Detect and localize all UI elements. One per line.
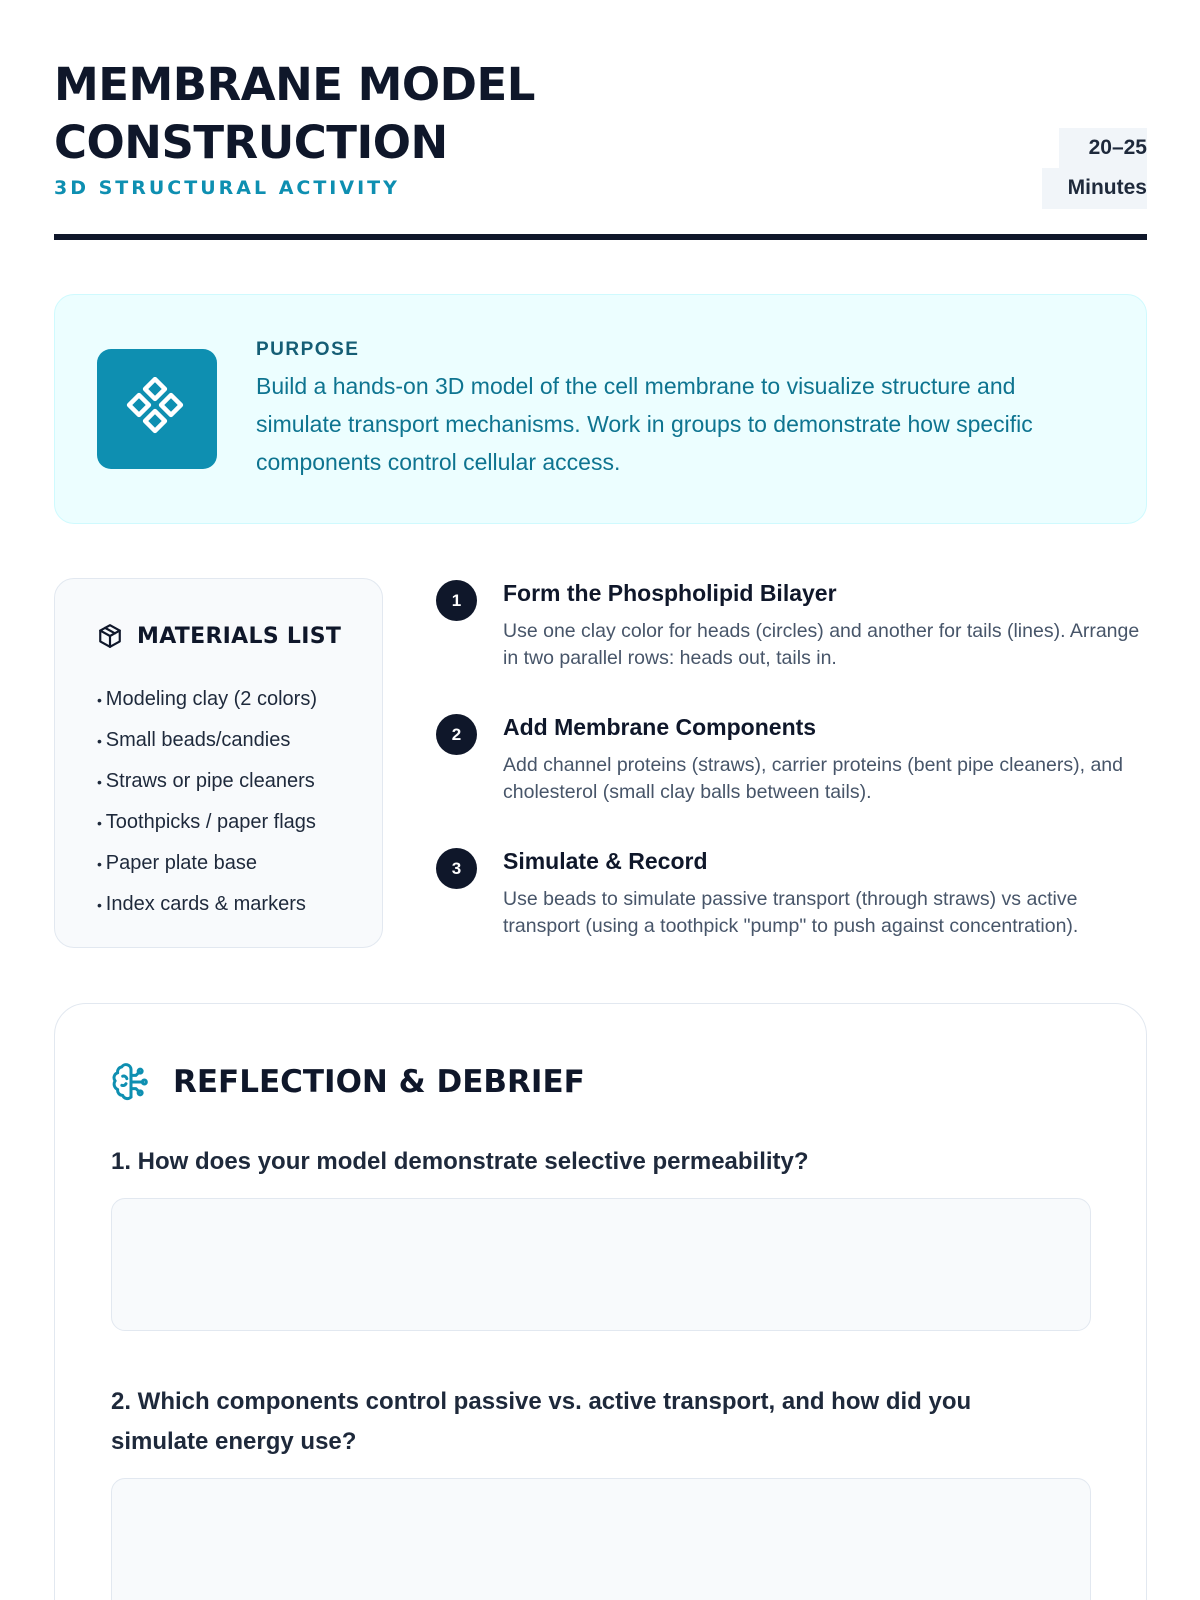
answer-field-2[interactable]: [111, 1478, 1091, 1600]
purpose-label: PURPOSE: [256, 339, 360, 360]
step-number: 3: [436, 848, 477, 889]
purpose-text: Build a hands-on 3D model of the cell membrane to visualize structure and simulate transport mechanisms. Work in groups to demonstrate how specific components control cellular access.: [256, 373, 1033, 475]
materials-card: [54, 578, 383, 948]
step-title: Simulate & Record: [503, 848, 708, 874]
step-description: Use beads to simulate passive transport (through straws) vs active transport (using a toothpick "pump" to push against concentration).: [503, 888, 1079, 937]
answer-field-1[interactable]: [111, 1198, 1091, 1331]
duration-value: 20–25: [1088, 136, 1147, 159]
reflection-header: [111, 1062, 585, 1102]
question-2: 2. Which components control passive vs. active transport, and how did you simulate energy use?: [111, 1388, 972, 1455]
list-item: • Toothpicks / paper flags: [97, 802, 317, 843]
question-1: 1. How does your model demonstrate selective permeability?: [111, 1148, 809, 1175]
header-divider: [54, 234, 1147, 240]
reflection-title: REFLECTION & DEBRIEF: [173, 1064, 585, 1100]
step-number: 2: [436, 714, 477, 755]
page-header: [54, 56, 1147, 243]
diamond-cluster-icon: [97, 349, 217, 469]
step-description: Add channel proteins (straws), carrier proteins (bent pipe cleaners), and cholesterol (small clay balls between tails).: [503, 754, 1123, 803]
purpose-card: [54, 294, 1147, 524]
duration-badge: [1029, 128, 1147, 209]
duration-unit: Minutes: [1067, 176, 1147, 199]
list-item: • Paper plate base: [97, 843, 317, 884]
page-title: [54, 56, 754, 172]
brain-icon: [111, 1062, 151, 1102]
list-item: • Index cards & markers: [97, 884, 317, 925]
materials-list: [97, 679, 317, 925]
reflection-card: [54, 1003, 1147, 1600]
step-title: Form the Phospholipid Bilayer: [503, 580, 837, 606]
step-description: Use one clay color for heads (circles) and another for tails (lines). Arrange in two parallel rows: heads out, tails in.: [503, 620, 1140, 669]
title-line-1: MEMBRANE MODEL: [54, 58, 535, 111]
materials-header: [97, 621, 341, 651]
page-subtitle: 3D STRUCTURAL ACTIVITY: [54, 177, 400, 199]
list-item: • Small beads/candies: [97, 720, 317, 761]
title-line-2: CONSTRUCTION: [54, 116, 448, 169]
step-number: 1: [436, 580, 477, 621]
list-item: • Modeling clay (2 colors): [97, 679, 317, 720]
package-icon: [97, 623, 123, 649]
step-title: Add Membrane Components: [503, 714, 817, 740]
materials-title: MATERIALS LIST: [137, 623, 342, 649]
list-item: • Straws or pipe cleaners: [97, 761, 317, 802]
